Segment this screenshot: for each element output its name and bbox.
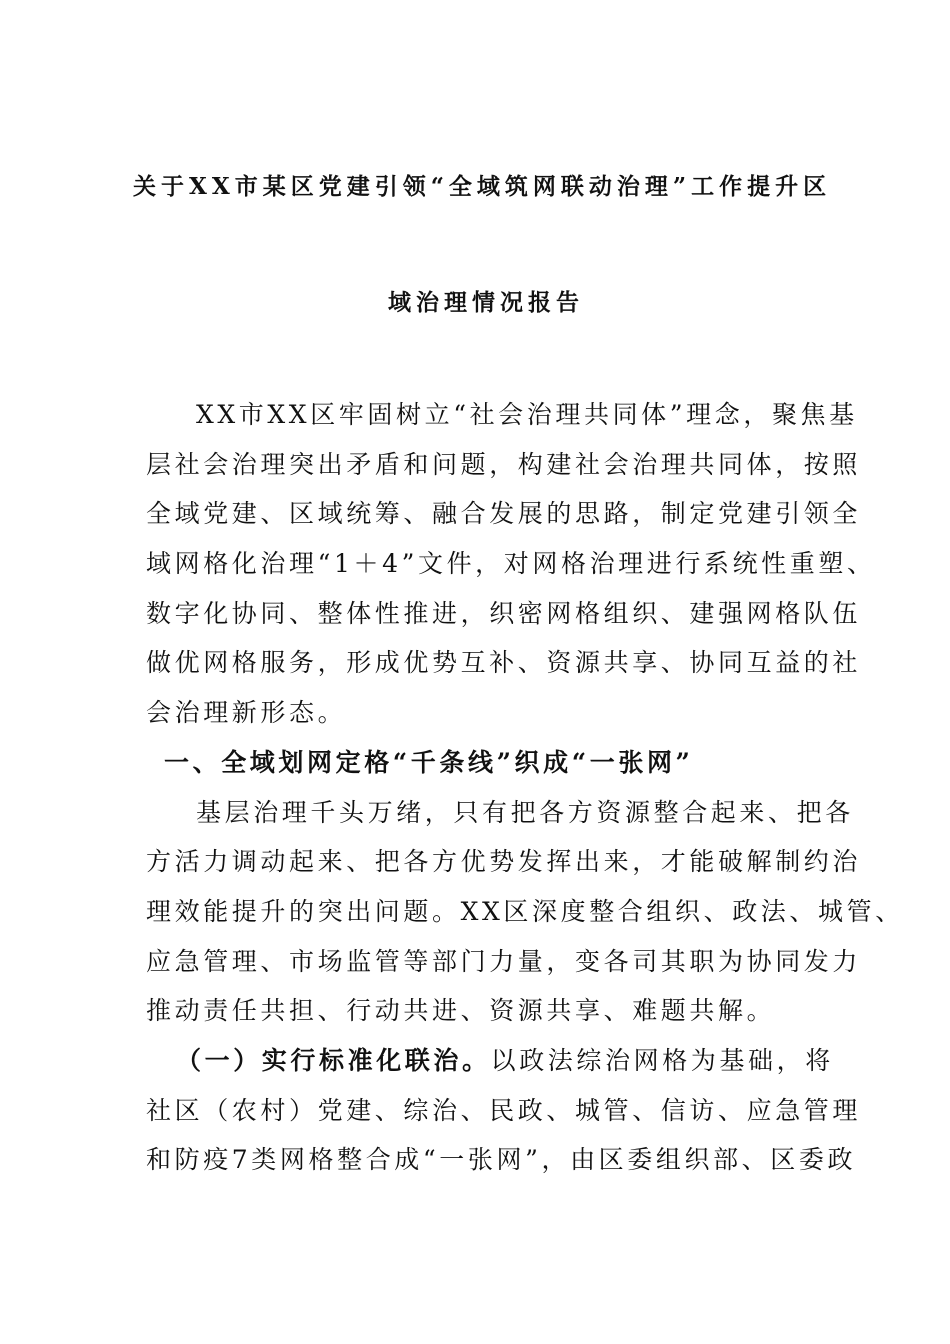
document-body [146, 390, 904, 1185]
paragraph-line: XX市XX区牢固树立“社会治理共同体”理念，聚焦基 [196, 400, 858, 429]
paragraph-text: 以政法综治网格为基础，将 [490, 1045, 834, 1075]
paragraph-line: 理效能提升的突出问题。XX区深度整合组织、政法、城管、 [146, 896, 904, 926]
paragraph-line: 域网格化治理“1＋4”文件，对网格治理进行系统性重塑、 [146, 549, 876, 579]
paragraph-line: 社区（农村）党建、综治、民政、城管、信访、应急管理 [146, 1095, 862, 1125]
paragraph-line: 方活力调动起来、把各方优势发挥出来，才能破解制约治 [146, 847, 862, 877]
section-heading: 一、全域划网定格“千条线”织成“一张网” [164, 747, 694, 777]
subsection-line [146, 1036, 836, 1086]
paragraph-line: 数字化协同、整体性推进，织密网格组织、建强网格队伍 [146, 598, 862, 628]
document-title-line-1: 关于XX市某区党建引领“全域筑网联动治理”工作提升区 [133, 173, 832, 200]
paragraph-line: 会治理新形态。 [146, 698, 347, 728]
paragraph-line: 基层治理千头万绪，只有把各方资源整合起来、把各 [196, 797, 854, 827]
paragraph-line: 和防疫7类网格整合成“一张网”，由区委组织部、区委政 [146, 1145, 857, 1175]
paragraph-line: 做优网格服务，形成优势互补、资源共享、协同互益的社 [146, 648, 862, 678]
paragraph-line: 应急管理、市场监管等部门力量，变各司其职为协同发力 [146, 946, 862, 976]
document-title-line-2: 域治理情况报告 [388, 289, 584, 316]
paragraph-line: 全域党建、区域统筹、融合发展的思路，制定党建引领全 [146, 499, 862, 529]
paragraph-line: 层社会治理突出矛盾和问题，构建社会治理共同体，按照 [146, 449, 862, 479]
paragraph-line: 推动责任共担、行动共进、资源共享、难题共解。 [146, 996, 776, 1026]
subsection-heading: （一）实行标准化联治。 [176, 1045, 491, 1075]
